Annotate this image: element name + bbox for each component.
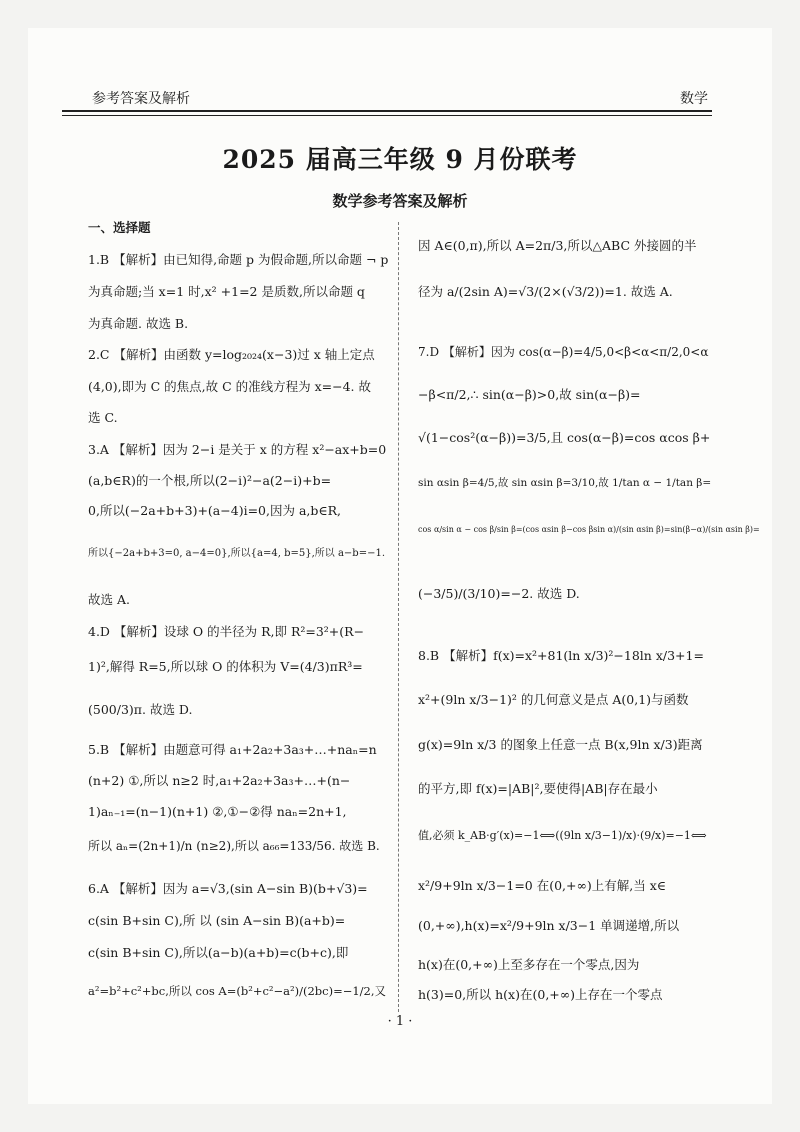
answer-line: (a,b∈R)的一个根,所以(2−i)²−a(2−i)+b= (88, 473, 332, 488)
answer-line: 径为 a/(2sin A)=√3/(2×(√3/2))=1. 故选 A. (418, 284, 673, 299)
answer-line: a²=b²+c²+bc,所以 cos A=(b²+c²−a²)/(2bc)=−1/2,又 (88, 984, 387, 998)
page-header (62, 62, 712, 112)
answer-line: 为真命题. 故选 B. (88, 316, 189, 331)
answer-line: h(3)=0,所以 h(x)在(0,+∞)上存在一个零点 (418, 987, 663, 1002)
answer-line: (4,0),即为 C 的焦点,故 C 的准线方程为 x=−4. 故 (88, 379, 371, 394)
answer-line: 1)²,解得 R=5,所以球 O 的体积为 V=(4/3)πR³= (88, 659, 363, 674)
answer-line: 2.C 【解析】由函数 y=log₂₀₂₄(x−3)过 x 轴上定点 (88, 347, 375, 362)
answer-line: 故选 A. (88, 592, 130, 607)
answer-line: x²+(9ln x/3−1)² 的几何意义是点 A(0,1)与函数 (418, 692, 689, 707)
answer-line: 7.D 【解析】因为 cos(α−β)=4/5,0<β<α<π/2,0<α (418, 345, 709, 359)
answer-line: cos α/sin α − cos β/sin β=(cos αsin β−cos βsin α)/(sin αsin β)=sin(β−α)/(sin αsin β)= (418, 525, 760, 534)
answer-line: 选 C. (88, 410, 118, 425)
answer-line: 3.A 【解析】因为 2−i 是关于 x 的方程 x²−ax+b=0 (88, 442, 387, 457)
answer-line: 4.D 【解析】设球 O 的半径为 R,即 R²=3²+(R− (88, 624, 365, 639)
answer-line: (500/3)π. 故选 D. (88, 702, 193, 717)
answer-line: (n+2) ①,所以 n≥2 时,a₁+2a₂+3a₃+…+(n− (88, 773, 351, 788)
header-subject-label: 数学 (680, 91, 708, 107)
answer-line: 值,必须 k_AB·g′(x)=−1⟺((9ln x/3−1)/x)·(9/x)=−1⟺ (418, 829, 707, 842)
answer-line: 8.B 【解析】f(x)=x²+81(ln x/3)²−18ln x/3+1= (418, 648, 704, 663)
page-number: · 1 · (387, 1014, 413, 1029)
answer-line: c(sin B+sin C),所以(a−b)(a+b)=c(b+c),即 (88, 945, 349, 960)
answer-line: 1)aₙ₋₁=(n−1)(n+1) ②,①−②得 naₙ=2n+1, (88, 804, 347, 819)
answer-line: 所以{−2a+b+3=0, a−4=0},所以{a=4, b=5},所以 a−b=−1. (88, 548, 385, 559)
answer-line: c(sin B+sin C),所 以 (sin A−sin B)(a+b)= (88, 913, 346, 928)
answer-line: −β<π/2,∴ sin(α−β)>0,故 sin(α−β)= (418, 387, 641, 402)
answer-line: √(1−cos²(α−β))=3/5,且 cos(α−β)=cos αcos β+ (418, 430, 711, 445)
answer-line: 0,所以(−2a+b+3)+(a−4)i=0,因为 a,b∈R, (88, 503, 342, 518)
answer-line: h(x)在(0,+∞)上至多存在一个零点,因为 (418, 957, 640, 972)
answer-line: 因 A∈(0,π),所以 A=2π/3,所以△ABC 外接圆的半 (418, 238, 697, 253)
answer-line: sin αsin β=4/5,故 sin αsin β=3/10,故 1/tan α − 1/tan β= (418, 477, 712, 489)
answer-line: 的平方,即 f(x)=|AB|²,要使得|AB|存在最小 (418, 781, 658, 796)
answer-line: 5.B 【解析】由题意可得 a₁+2a₂+3a₃+…+naₙ=n (88, 742, 377, 757)
answer-line: 1.B 【解析】由已知得,命题 p 为假命题,所以命题 ¬ p (88, 252, 389, 267)
section-heading: 一、选择题 (88, 220, 151, 235)
page-subtitle: 数学参考答案及解析 (332, 192, 468, 210)
column-divider (398, 222, 399, 1012)
answer-line: (−3/5)/(3/10)=−2. 故选 D. (418, 586, 580, 601)
answer-line: 6.A 【解析】因为 a=√3,(sin A−sin B)(b+√3)= (88, 881, 368, 896)
header-left-label: 参考答案及解析 (92, 91, 190, 107)
answer-line: x²/9+9ln x/3−1=0 在(0,+∞)上有解,当 x∈ (418, 878, 667, 893)
answer-line: (0,+∞),h(x)=x²/9+9ln x/3−1 单调递增,所以 (418, 918, 680, 933)
answer-line: g(x)=9ln x/3 的图象上任意一点 B(x,9ln x/3)距离 (418, 737, 703, 752)
answer-line: 所以 aₙ=(2n+1)/n (n≥2),所以 a₆₆=133/56. 故选 B. (88, 839, 380, 853)
page-title: 2025 届高三年级 9 月份联考 (222, 145, 578, 174)
answer-line: 为真命题;当 x=1 时,x² +1=2 是质数,所以命题 q (88, 284, 365, 299)
